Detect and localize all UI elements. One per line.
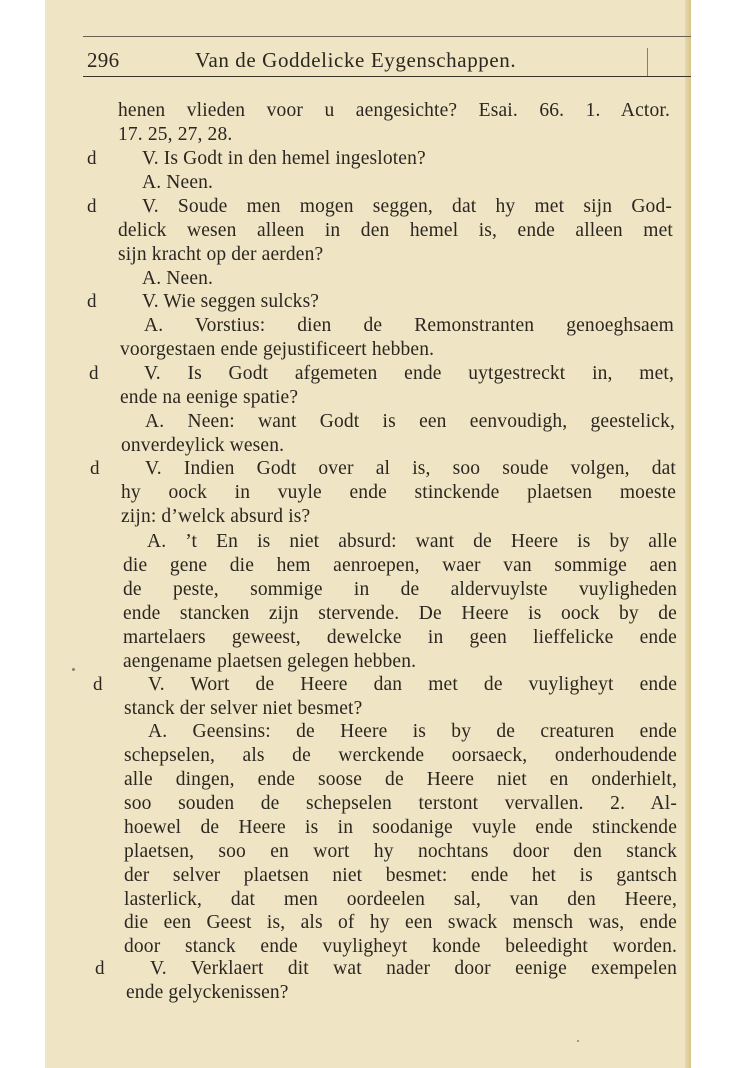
header-tick	[647, 48, 648, 76]
text-line: martelaers geweest, dewelcke in geen lieffelicke ende	[123, 627, 677, 648]
text-line: A. Vorstius: dien de Remonstranten genoeghsaem	[144, 315, 674, 336]
text-line: zijn: d’welck absurd is?	[121, 506, 311, 527]
text-line: hy oock in vuyle ende stinckende plaetsen moeste	[121, 482, 676, 503]
text-line: stanck der selver niet besmet?	[124, 698, 363, 719]
text-line: plaetsen, soo en wort hy nochtans door den stanck	[124, 841, 677, 862]
text-line: voorgestaen ende gejustificeert hebben.	[120, 339, 435, 360]
page-number: 296	[87, 48, 120, 72]
text-line: V. Wort de Heere dan met de vuyligheyt ende	[148, 674, 677, 695]
text-line: A. Geensins: de Heere is by de creaturen ende	[148, 721, 677, 742]
text-line: V. Indien Godt over al is, soo soude volgen, dat	[145, 458, 676, 479]
page-edge-shadow	[685, 0, 691, 1068]
text-line: alle dingen, ende soose de Heere niet en onderhielt,	[124, 769, 677, 790]
text-line: henen vlieden voor u aengesichte? Esai. 66. 1. Actor.	[118, 100, 670, 121]
question-marker: d	[95, 958, 105, 979]
text-line: ende stancken zijn stervende. De Heere is oock by de	[123, 603, 677, 624]
text-line: onverdeylick wesen.	[121, 435, 285, 456]
text-line: A. Neen: want Godt is een eenvoudigh, geestelick,	[145, 411, 675, 432]
header-rule	[83, 76, 691, 77]
top-rule	[83, 36, 691, 37]
text-line: hoewel de Heere is in soodanige vuyle ende stinckende	[124, 817, 677, 838]
text-line: V. Is Godt in den hemel ingesloten?	[142, 148, 426, 169]
text-line: 17. 25, 27, 28.	[118, 124, 233, 145]
text-line: aengename plaetsen gelegen hebben.	[123, 651, 417, 672]
question-marker: d	[90, 458, 100, 479]
paper-speck	[72, 668, 75, 671]
text-line: die een Geest is, als of hy een swack mensch was, ende	[124, 912, 677, 933]
book-page	[45, 0, 691, 1068]
text-line: V. Verklaert dit wat nader door eenige exempelen	[150, 958, 677, 979]
text-line: door stanck ende vuyligheyt konde beleedight worden.	[124, 936, 677, 957]
question-marker: d	[89, 363, 99, 384]
text-line: sijn kracht op der aerden?	[118, 244, 324, 265]
text-line: soo souden de schepselen terstont vervallen. 2. Al-	[124, 793, 677, 814]
text-line: ende gelyckenissen?	[126, 982, 289, 1003]
text-line: de peste, sommige in de aldervuylste vuyligheden	[123, 579, 677, 600]
text-line: delick wesen alleen in den hemel is, ende alleen met	[118, 220, 673, 241]
text-line: der selver plaetsen niet besmet: ende het is gantsch	[124, 865, 677, 886]
text-line: schepselen, als de werckende oorsaeck, onderhoudende	[124, 745, 677, 766]
question-marker: d	[87, 196, 97, 217]
text-line: A. ’t En is niet absurd: want de Heere is by alle	[147, 531, 677, 552]
text-line: V. Wie seggen sulcks?	[142, 291, 320, 312]
question-marker: d	[87, 148, 97, 169]
text-line: V. Soude men mogen seggen, dat hy met sijn God-	[142, 196, 672, 217]
text-line: ende na eenige spatie?	[120, 387, 299, 408]
paper-speck	[577, 1040, 579, 1042]
question-marker: d	[93, 674, 103, 695]
text-line: A. Neen.	[142, 172, 214, 193]
text-line: die gene die hem aenroepen, waer van sommige aen	[123, 555, 677, 576]
text-line: A. Neen.	[142, 268, 214, 289]
text-line: lasterlick, dat men oordeelen sal, van den Heere,	[124, 889, 677, 910]
text-line: V. Is Godt afgemeten ende uytgestreckt in, met,	[144, 363, 674, 384]
question-marker: d	[87, 291, 97, 312]
running-title: Van de Goddelicke Eygenschappen.	[195, 48, 517, 72]
